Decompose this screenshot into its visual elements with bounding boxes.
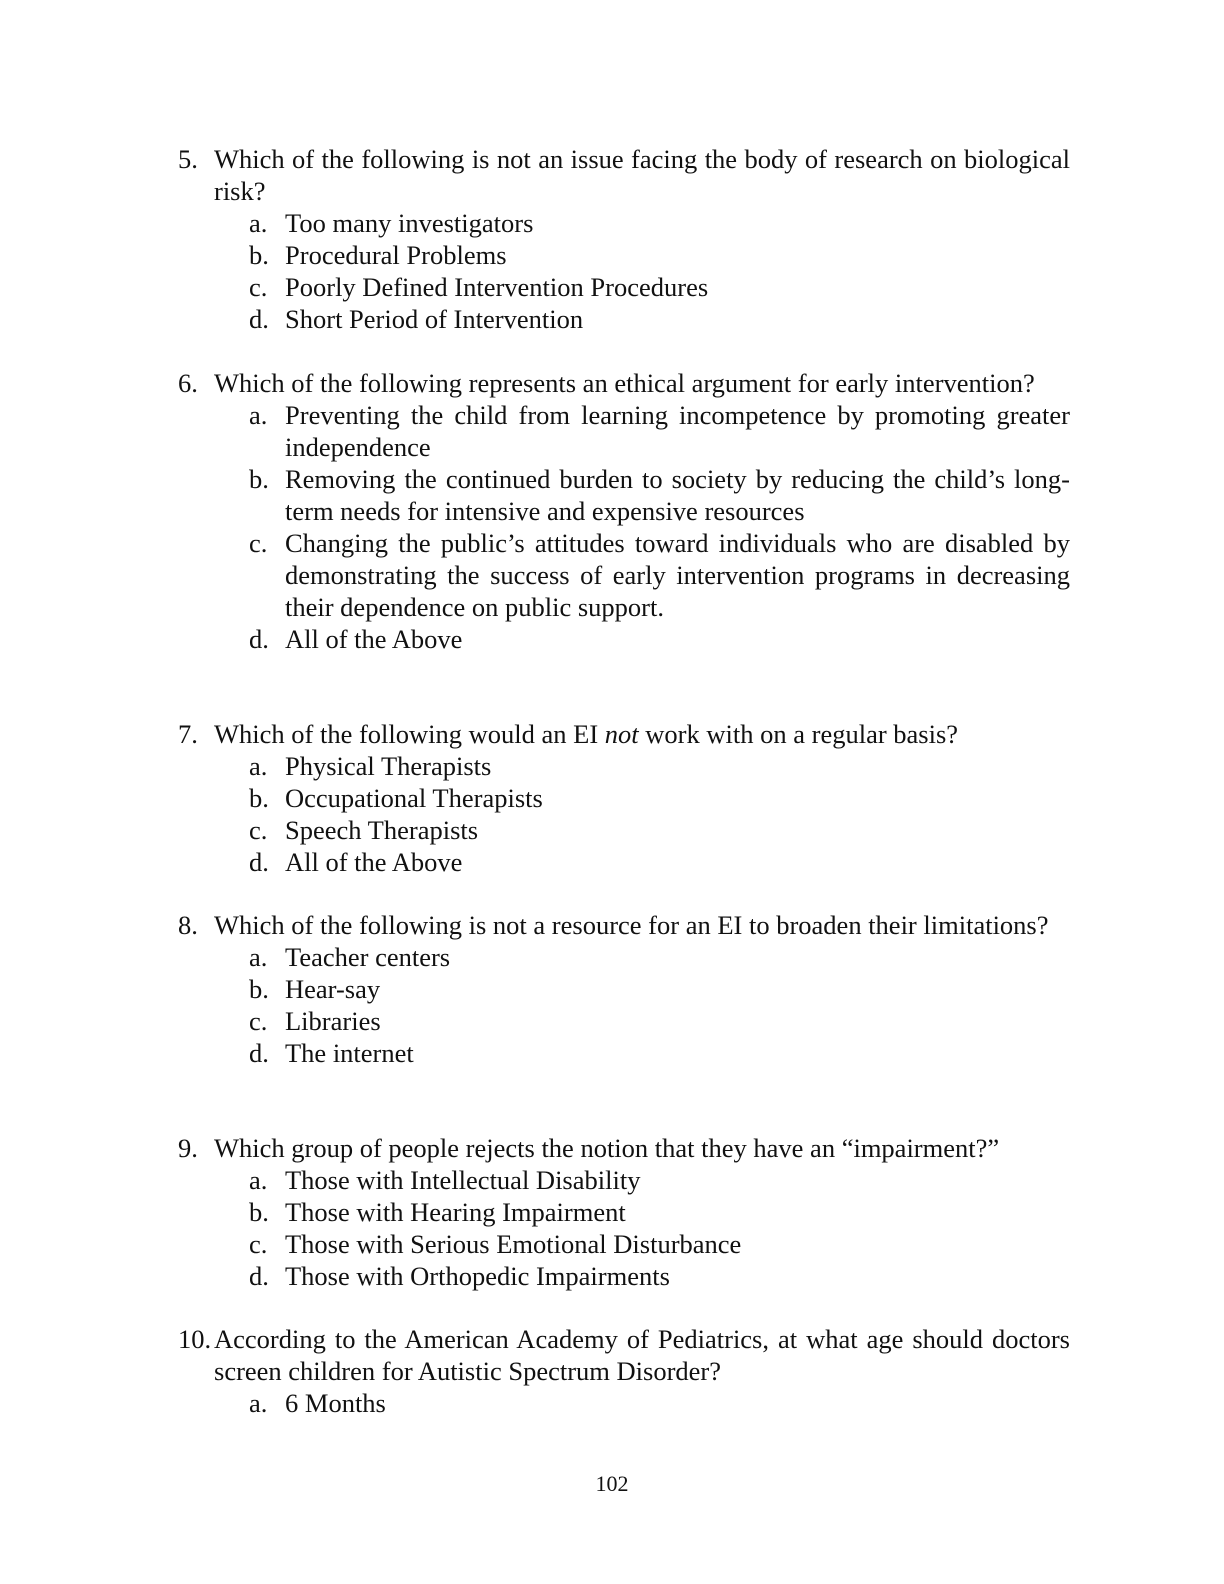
answer-options: [178, 1387, 1070, 1419]
option-text: All of the Above: [285, 847, 463, 877]
option-letter: d.: [249, 304, 269, 334]
answer-option-d: [178, 303, 1070, 335]
option-text: Physical Therapists: [285, 751, 492, 781]
question-text-emphasis: not: [604, 719, 639, 749]
option-text: Libraries: [285, 1006, 381, 1036]
page-number: 102: [595, 1471, 629, 1496]
option-letter: a.: [249, 1388, 268, 1418]
answer-options: [178, 399, 1070, 655]
answer-option-a: [178, 399, 1070, 463]
answer-options: [178, 941, 1070, 1069]
answer-option-c: [178, 1005, 1070, 1037]
option-letter: d.: [249, 624, 269, 654]
question-9: [178, 1132, 1070, 1292]
question-8: [178, 909, 1070, 1069]
question-number: 10.: [178, 1324, 212, 1354]
option-letter: c.: [249, 272, 268, 302]
question-text-after: work with on a regular basis?: [638, 719, 959, 749]
answer-option-c: [178, 1228, 1070, 1260]
question-number: 5.: [178, 144, 198, 174]
option-text: Speech Therapists: [285, 815, 479, 845]
option-text: Those with Serious Emotional Disturbance: [285, 1229, 742, 1259]
question-5: [178, 143, 1070, 335]
option-letter: b.: [249, 240, 269, 270]
answer-option-d: [178, 623, 1070, 655]
answer-option-b: [178, 782, 1070, 814]
question-10: [178, 1323, 1070, 1419]
option-text: 6 Months: [285, 1388, 386, 1418]
question-stem: [178, 718, 1070, 750]
answer-option-a: [178, 1164, 1070, 1196]
option-letter: b.: [249, 464, 269, 494]
question-stem: [178, 143, 1070, 207]
option-text: Short Period of Intervention: [285, 304, 584, 334]
option-text: Those with Hearing Impairment: [285, 1197, 626, 1227]
option-text: Those with Intellectual Disability: [285, 1165, 641, 1195]
answer-option-c: [178, 271, 1070, 303]
question-stem: [178, 1132, 1070, 1164]
question-number: 7.: [178, 719, 198, 749]
answer-options: [178, 1164, 1070, 1292]
option-letter: a.: [249, 1165, 268, 1195]
option-letter: b.: [249, 1197, 269, 1227]
answer-option-a: [178, 207, 1070, 239]
option-text: All of the Above: [285, 624, 463, 654]
answer-option-c: [178, 527, 1070, 623]
option-text: Procedural Problems: [285, 240, 507, 270]
answer-options: [178, 750, 1070, 878]
option-text: Poorly Defined Intervention Procedures: [285, 272, 709, 302]
answer-option-d: [178, 846, 1070, 878]
option-text: Hear-say: [285, 974, 381, 1004]
question-stem: [178, 1323, 1070, 1387]
answer-option-b: [178, 973, 1070, 1005]
question-number: 9.: [178, 1133, 198, 1163]
option-letter: a.: [249, 942, 268, 972]
question-text: Which of the following is not a resource for an EI to broaden their limitations?: [214, 910, 1049, 940]
question-text: Which of the following is not an issue facing the body of research on biological risk?: [214, 144, 1070, 206]
option-letter: d.: [249, 1261, 269, 1291]
option-letter: c.: [249, 1229, 268, 1259]
question-stem: [178, 367, 1070, 399]
option-letter: b.: [249, 974, 269, 1004]
question-text: [214, 718, 1070, 750]
answer-option-d: [178, 1260, 1070, 1292]
option-text: Teacher centers: [285, 942, 451, 972]
option-letter: c.: [249, 815, 268, 845]
answer-option-a: [178, 941, 1070, 973]
answer-option-c: [178, 814, 1070, 846]
answer-option-b: [178, 1196, 1070, 1228]
question-number: 8.: [178, 910, 198, 940]
option-text: Those with Orthopedic Impairments: [285, 1261, 670, 1291]
answer-option-a: [178, 750, 1070, 782]
answer-option-b: [178, 239, 1070, 271]
option-letter: d.: [249, 1038, 269, 1068]
answer-options: [178, 207, 1070, 335]
answer-option-a: [178, 1387, 1070, 1419]
option-letter: b.: [249, 783, 269, 813]
answer-option-b: [178, 463, 1070, 527]
question-text: Which of the following represents an ethical argument for early intervention?: [214, 368, 1035, 398]
option-letter: a.: [249, 400, 268, 430]
option-letter: a.: [249, 208, 268, 238]
option-text: The internet: [285, 1038, 414, 1068]
question-6: [178, 367, 1070, 655]
question-7: [178, 718, 1070, 878]
option-text: Changing the public’s attitudes toward individuals who are disabled by demonstrating the success of early intervention programs in decreasing their dependence on public support.: [285, 528, 1070, 622]
question-text: Which group of people rejects the notion that they have an “impairment?”: [214, 1133, 1000, 1163]
option-text: Too many investigators: [285, 208, 534, 238]
option-letter: a.: [249, 751, 268, 781]
option-text: Preventing the child from learning incompetence by promoting greater independence: [285, 400, 1070, 462]
option-letter: d.: [249, 847, 269, 877]
question-text-before: Which of the following would an EI: [214, 719, 605, 749]
question-number: 6.: [178, 368, 198, 398]
question-stem: [178, 909, 1070, 941]
option-text: Removing the continued burden to society by reducing the child’s long-term needs for intensive and expensive resources: [285, 464, 1070, 526]
answer-option-d: [178, 1037, 1070, 1069]
option-letter: c.: [249, 528, 268, 558]
option-letter: c.: [249, 1006, 268, 1036]
question-text: According to the American Academy of Pediatrics, at what age should doctors screen children for Autistic Spectrum Disorder?: [214, 1324, 1070, 1386]
option-text: Occupational Therapists: [285, 783, 543, 813]
